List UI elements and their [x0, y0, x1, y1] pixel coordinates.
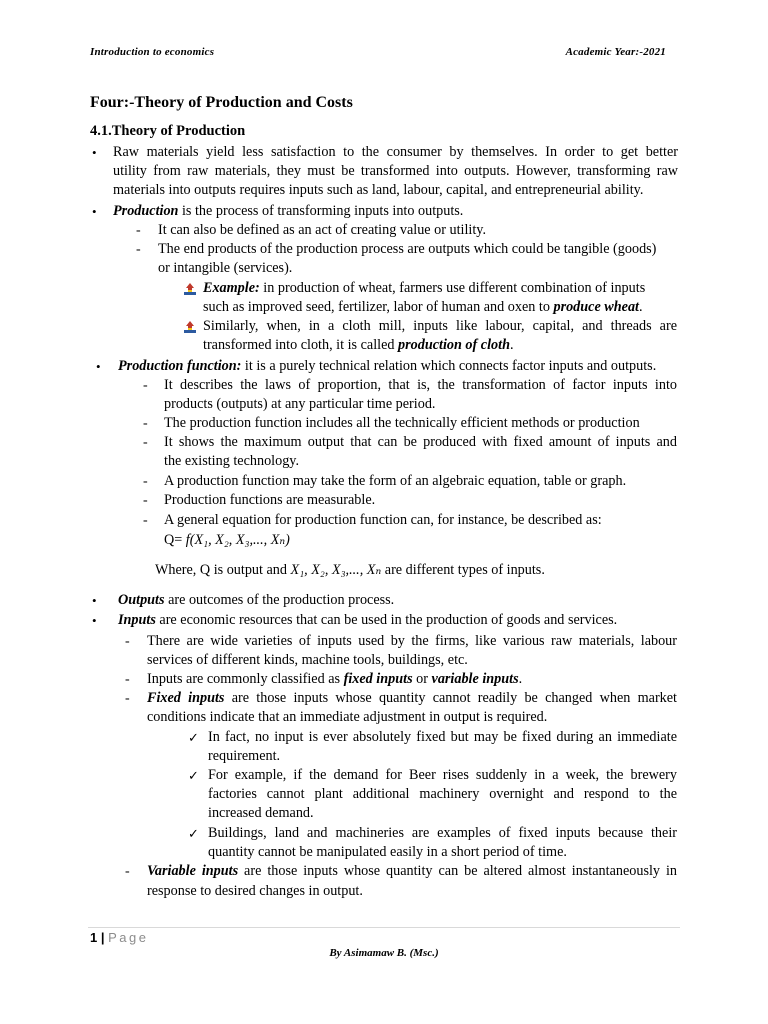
list-item: or intangible (services). [158, 260, 293, 276]
footer-divider [88, 927, 680, 928]
text: Inputs are commonly classified as [147, 671, 344, 687]
text: are different types of inputs. [381, 562, 545, 578]
list-item: the existing technology. [164, 453, 300, 469]
term-production-of-cloth: production of cloth [398, 337, 510, 353]
list-item: quantity cannot be manipulated easily in a short period of time. [208, 844, 567, 860]
equation-vars: X₁, X₂, X₃,..., Xₙ [290, 562, 382, 578]
chapter-title: Four:-Theory of Production and Costs [90, 94, 353, 111]
list-item: response to desired changes in output. [147, 883, 363, 899]
term-production-function: Production function: [118, 358, 242, 374]
text: are those inputs whose quantity cannot readily be changed when market [224, 690, 678, 706]
bullet-icon: • [92, 593, 97, 608]
list-item [203, 336, 514, 355]
text: . [518, 671, 523, 687]
text: Where, Q is output and [155, 562, 291, 578]
dash-icon: - [143, 513, 148, 528]
list-item: requirement. [208, 748, 281, 764]
list-item: factories cannot plant additional machinery overnight and respond to the [208, 786, 677, 802]
page-number-value: 1 [90, 930, 98, 945]
text: it is a purely technical relation which connects factor inputs and outputs. [241, 358, 657, 374]
term-produce-wheat: produce wheat [553, 299, 639, 315]
equation [164, 531, 290, 550]
text: transformed into cloth, it is called [203, 337, 399, 353]
term-outputs: Outputs [118, 592, 165, 608]
equation-explanation [155, 561, 545, 580]
list-item: increased demand. [208, 805, 314, 821]
header-year: Academic Year:-2021 [565, 46, 666, 58]
checkmark-icon: ✓ [188, 730, 199, 745]
term-fixed-inputs: Fixed inputs [147, 690, 225, 706]
dash-icon: - [136, 223, 141, 238]
equation-args: (X₁, X₂, X₃,..., Xₙ) [189, 532, 290, 548]
bullet-icon: • [92, 145, 97, 160]
dash-icon: - [143, 416, 148, 431]
list-item: For example, if the demand for Beer rises suddenly in a week, the brewery [208, 767, 677, 783]
text: is the process of transforming inputs into outputs. [178, 203, 464, 219]
list-item: A production function may take the form of an algebraic equation, table or graph. [164, 473, 627, 489]
bullet-icon: • [92, 204, 97, 219]
list-item: It can also be defined as an act of creating value or utility. [158, 222, 487, 238]
paragraph-line: Raw materials yield less satisfaction to the consumer by themselves. In order to get better [113, 144, 678, 160]
list-item: Buildings, land and machineries are examples of fixed inputs because their [208, 825, 677, 841]
list-item: conditions indicate that an immediate adjustment in output is required. [147, 709, 548, 725]
list-item [147, 689, 677, 708]
paragraph-line: utility from raw materials, they must be transformed into outputs. However, transforming raw [113, 163, 678, 179]
page-number [90, 930, 148, 945]
term-inputs: Inputs [118, 612, 156, 628]
list-item [203, 298, 643, 317]
paragraph-line [113, 202, 463, 221]
dash-icon: - [125, 672, 130, 687]
paragraph-line: materials into outputs requires inputs such as land, labour, capital, and entrepreneurial ability. [113, 182, 644, 198]
text: are outcomes of the production process. [164, 592, 395, 608]
list-item: services of different kinds, machine tools, buildings, etc. [147, 652, 468, 668]
section-heading: 4.1.Theory of Production [90, 123, 246, 139]
text: . [509, 337, 514, 353]
bullet-icon: • [92, 613, 97, 628]
list-item [147, 862, 677, 881]
text: f [185, 532, 190, 548]
term-example: Example: [203, 280, 260, 296]
dash-icon: - [125, 634, 130, 649]
dash-icon: - [143, 378, 148, 393]
list-item: products (outputs) at any particular time period. [164, 396, 436, 412]
list-item: The end products of the production process are outputs which could be tangible (goods) [158, 241, 657, 257]
page-label: Page [108, 930, 149, 945]
text: . [639, 299, 643, 315]
text: or [412, 671, 432, 687]
checkmark-icon: ✓ [188, 768, 199, 783]
arrow-bullet-icon [183, 320, 197, 334]
bullet-icon: • [96, 359, 101, 374]
header-course: Introduction to economics [90, 46, 215, 58]
text: in production of wheat, farmers use different combination of inputs [259, 280, 646, 296]
text: are those inputs whose quantity can be altered almost instantaneously in [238, 863, 677, 879]
footer-author: By Asimamaw B. (Msc.) [329, 947, 439, 959]
list-item: It describes the laws of proportion, that is, the transformation of factor inputs into [164, 377, 677, 393]
dash-icon: - [136, 242, 141, 257]
dash-icon: - [143, 435, 148, 450]
term-production: Production [113, 203, 179, 219]
list-item: There are wide varieties of inputs used by the firms, like various raw materials, labour [147, 633, 677, 649]
paragraph-line [118, 357, 656, 376]
list-item [147, 670, 522, 689]
paragraph-line [118, 611, 617, 630]
text: Q= [164, 532, 186, 548]
checkmark-icon: ✓ [188, 826, 199, 841]
term-fixed-inputs: fixed inputs [343, 671, 413, 687]
dash-icon: - [143, 474, 148, 489]
list-item: A general equation for production function can, for instance, be described as: [164, 512, 602, 528]
dash-icon: - [125, 691, 130, 706]
text: such as improved seed, fertilizer, labor of human and oxen to [203, 299, 554, 315]
dash-icon: - [125, 864, 130, 879]
list-item: Similarly, when, in a cloth mill, inputs like labour, capital, and threads are [203, 318, 677, 334]
list-item: In fact, no input is ever absolutely fixed but may be fixed during an immediate [208, 729, 677, 745]
term-variable-inputs: variable inputs [431, 671, 519, 687]
dash-icon: - [143, 493, 148, 508]
text: are economic resources that can be used in the production of goods and services. [155, 612, 618, 628]
term-variable-inputs: Variable inputs [147, 863, 239, 879]
list-item [203, 279, 645, 298]
list-item: It shows the maximum output that can be produced with fixed amount of inputs and [164, 434, 677, 450]
page-separator: | [97, 930, 109, 945]
list-item: The production function includes all the technically efficient methods or production [164, 415, 640, 431]
paragraph-line [118, 591, 394, 610]
arrow-bullet-icon [183, 282, 197, 296]
list-item: Production functions are measurable. [164, 492, 376, 508]
